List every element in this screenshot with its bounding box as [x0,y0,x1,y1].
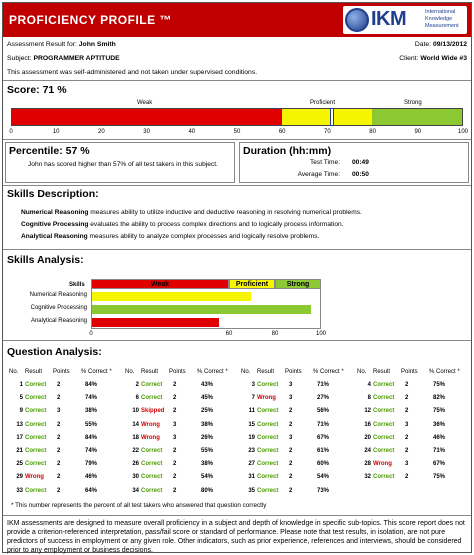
question-percent: 64% [85,487,98,494]
question-points: 2 [405,474,409,481]
question-number: 12 [364,408,371,415]
question-header: Points [169,369,186,375]
question-points: 2 [289,487,293,494]
question-percent: 54% [317,474,330,481]
question-number: 26 [132,461,139,468]
question-points: 3 [289,434,293,441]
question-percent: 74% [85,448,98,454]
question-points: 3 [57,408,61,415]
question-number: 7 [251,395,255,402]
skills-label: Skills [69,282,85,288]
question-percent: 67% [433,461,446,468]
question-result: Correct [373,474,395,481]
report-title: PROFICIENCY PROFILE ™ [9,13,172,27]
question-points: 2 [405,434,409,441]
question-result: Correct [25,461,47,468]
question-points: 2 [289,474,293,481]
score-title: Score: 71 % [7,84,67,96]
score-tick-label: 70 [324,129,331,135]
question-points: 2 [173,448,177,454]
question-result: Correct [25,487,47,494]
skills-weak-header: Weak [91,279,229,289]
question-result: Correct [141,448,163,454]
question-percent: 54% [201,474,214,481]
question-result: Correct [257,474,279,481]
question-number: 28 [364,461,371,468]
score-strong-zone [372,109,462,125]
test-time-label: Test Time: [309,159,340,166]
score-tick-label: 30 [143,129,150,135]
question-result: Correct [257,434,279,441]
skills-tick-label: 0 [89,331,93,337]
score-tick-label: 80 [369,129,376,135]
question-header: No. [125,369,135,375]
question-number: 16 [364,421,371,428]
duration-title: Duration (hh:mm) [243,145,332,157]
question-percent: 46% [433,434,446,441]
question-percent: 73% [317,487,330,494]
question-percent: 74% [85,395,98,402]
question-result: Correct [25,448,47,454]
question-result: Skipped [141,408,165,415]
score-tick-label: 100 [457,129,468,135]
question-points: 2 [57,461,61,468]
percentile-box [5,142,235,183]
question-header: No. [241,369,251,375]
question-number: 21 [16,448,23,454]
question-result: Correct [373,395,395,402]
skills-tick-label: 80 [271,331,279,337]
question-number: 27 [248,461,255,468]
globe-icon [345,8,369,32]
skills-description-title: Skills Description: [7,188,99,200]
test-time-value: 00:49 [352,159,369,166]
question-number: 34 [132,487,139,494]
question-points: 3 [289,395,293,402]
skills-bar [92,292,251,301]
question-points: 2 [57,421,61,428]
question-percent: 75% [433,382,446,388]
question-result: Correct [257,448,279,454]
question-result: Wrong [257,395,276,402]
question-points: 2 [289,461,293,468]
question-percent: 61% [317,448,330,454]
question-number: 11 [248,408,255,415]
question-percent: 75% [433,408,446,415]
question-points: 2 [57,382,61,388]
percentile-title: Percentile: 57 % [9,145,90,157]
skills-bar [92,305,311,314]
question-number: 35 [248,487,255,494]
question-number: 8 [367,395,371,402]
question-points: 2 [173,474,177,481]
report-header [3,3,471,37]
question-points: 2 [173,395,177,402]
score-weak-zone [12,109,282,125]
skills-category-label: Numerical Reasoning [29,292,87,298]
score-tick-label: 60 [278,129,286,135]
question-percent: 36% [433,421,446,428]
question-result: Wrong [25,474,44,481]
question-number: 15 [248,421,255,428]
question-number: 18 [132,434,139,441]
question-result: Correct [141,487,163,494]
question-header: Result [141,369,159,375]
question-result: Correct [25,382,47,388]
question-number: 9 [19,408,23,415]
question-points: 2 [289,448,293,454]
question-percent: 80% [201,487,214,494]
question-percent: 55% [85,421,98,428]
logo-subtitle: International Knowledge Measurement [425,9,459,29]
question-result: Correct [257,461,279,468]
question-result: Correct [141,382,163,388]
skills-strong-header: Strong [275,279,321,289]
question-number: 20 [364,434,371,441]
question-points: 2 [173,382,177,388]
report-frame [2,2,472,553]
question-percent: 43% [201,382,214,388]
question-result: Correct [257,408,279,415]
skills-tick-label: 60 [225,331,233,337]
question-number: 6 [135,395,139,402]
question-number: 22 [132,448,139,454]
question-result: Correct [257,421,279,428]
question-points: 3 [173,421,177,428]
question-number: 14 [132,421,139,428]
question-result: Wrong [141,434,160,441]
question-percent: 82% [433,395,446,402]
question-percent: 71% [317,421,330,428]
skill-desc-analytical: Analytical Reasoning measures ability to analyze complex processes and logically resolve problems. [21,233,320,240]
question-points: 2 [173,487,177,494]
question-percent: 56% [317,408,330,415]
question-number: 13 [16,421,23,428]
score-proficient-zone [282,109,372,125]
question-result: Correct [257,382,279,388]
question-points: 2 [173,408,177,415]
supervision-note: This assessment was self-administered and not taken under supervised conditions. [7,69,258,76]
question-number: 29 [16,474,23,481]
question-number: 4 [367,382,371,388]
disclaimer: IKM assessments are designed to measure overall proficiency in a subject and depth of knowledge in specific sub-topics. This score report does not provide a criterion-referenced interpretation, pass/fail score or standard of performance. Please note that test results, in isolation, are not pure predictors of success in employment or any given role. Other indicators, such as prior experience, references and interviews, should be considered prior to any employment or business decisions. [7,520,465,554]
question-result: Correct [25,395,47,402]
question-result: Correct [257,487,279,494]
question-number: 19 [248,434,255,441]
question-header: Result [257,369,275,375]
question-points: 2 [405,448,409,454]
logo-text: IKM [371,8,407,30]
question-points: 3 [405,461,409,468]
duration-box [239,142,469,183]
question-result: Correct [373,382,395,388]
skill-desc-cognitive: Cognitive Processing evaluates the ability to process complex directions and to logically process information. [21,221,344,228]
question-result: Correct [373,421,395,428]
ikm-logo [343,6,467,34]
skills-tick-label: 100 [315,331,326,337]
question-header: No. [9,369,19,375]
avg-time-label: Average Time: [297,171,340,178]
question-header: % Correct * [429,369,460,375]
question-result: Correct [373,434,395,441]
score-proficient-label: Proficient [310,100,336,106]
skills-category-label: Cognitive Processing [30,305,87,311]
question-header: Result [25,369,43,375]
score-tick-label: 10 [52,129,60,135]
question-percent: 71% [317,382,330,388]
question-number: 32 [364,474,371,481]
question-points: 2 [173,461,177,468]
question-number: 5 [19,395,23,402]
question-result: Correct [25,434,47,441]
question-points: 2 [405,408,409,415]
question-percent: 27% [317,395,330,402]
question-number: 17 [16,434,23,441]
question-points: 2 [289,408,293,415]
question-percent: 84% [85,434,98,441]
score-bar [11,108,463,126]
question-percent: 38% [201,421,214,428]
question-number: 30 [132,474,139,481]
question-number: 10 [132,408,139,415]
question-percent: 71% [433,448,446,454]
skill-desc-numerical: Numerical Reasoning measures ability to utilize inductive and deductive reasoning in resolving numerical problems. [21,209,362,216]
score-marker [330,108,334,126]
skills-analysis-title: Skills Analysis: [7,254,84,266]
question-number: 2 [135,382,139,388]
question-number: 25 [16,461,23,468]
question-percent: 60% [317,461,330,468]
question-number: 23 [248,448,255,454]
question-points: 2 [405,382,409,388]
question-header: % Correct * [313,369,344,375]
question-points: 2 [57,395,61,402]
question-points: 2 [57,474,61,481]
score-tick-label: 20 [98,129,105,135]
question-percent: 75% [433,474,446,481]
question-percent: 46% [85,474,98,481]
question-result: Correct [373,448,395,454]
subject: Subject: PROGRAMMER APTITUDE [7,55,120,62]
question-points: 3 [405,421,409,428]
score-tick-label: 40 [188,129,196,135]
question-header: Result [373,369,391,375]
question-points: 2 [57,487,61,494]
report-date: Date: 09/13/2012 [414,41,467,48]
question-header: % Correct * [81,369,112,375]
question-percent: 38% [85,408,98,415]
question-result: Wrong [373,461,392,468]
question-result: Wrong [141,421,160,428]
question-result: Correct [141,395,163,402]
question-header: Points [401,369,418,375]
question-points: 3 [289,382,293,388]
client: Client: World Wide #3 [399,55,467,62]
score-weak-label: Weak [137,100,153,106]
question-points: 2 [405,395,409,402]
question-number: 3 [251,382,255,388]
question-number: 31 [248,474,255,481]
question-header: No. [357,369,367,375]
question-number: 1 [19,382,23,388]
question-percent: 25% [201,408,214,415]
question-points: 2 [289,421,293,428]
question-header: Points [285,369,302,375]
skills-bar [92,318,219,327]
question-result: Correct [141,461,163,468]
question-percent: 26% [201,434,214,441]
percentile-text: John has scored higher than 57% of all test takers in this subject. [28,161,218,168]
avg-time-value: 00:50 [352,171,369,178]
skills-category-label: Analytical Reasoning [30,318,87,324]
question-points: 2 [57,448,61,454]
score-tick-label: 90 [414,129,422,135]
question-analysis-title: Question Analysis: [7,346,102,358]
question-points: 2 [57,434,61,441]
question-result: Correct [25,421,47,428]
question-percent: 38% [201,461,214,468]
question-header: % Correct * [197,369,228,375]
question-percent: 45% [201,395,214,402]
question-percent: 79% [85,461,98,468]
question-percent: 84% [85,382,98,388]
question-points: 3 [173,434,177,441]
question-footnote: * This number represents the percent of all test takers who answered that question correctly [11,502,267,509]
question-number: 33 [16,487,23,494]
question-percent: 55% [201,448,214,454]
question-header: Points [53,369,70,375]
score-tick-label: 50 [233,129,241,135]
score-strong-label: Strong [404,100,422,106]
question-result: Correct [25,408,47,415]
question-number: 24 [364,448,371,454]
question-result: Correct [141,474,163,481]
skills-proficient-header: Proficient [229,279,275,289]
score-tick-label: 0 [9,129,13,135]
question-result: Correct [373,408,395,415]
question-percent: 67% [317,434,330,441]
result-for: Assessment Result for: John Smith [7,41,116,48]
